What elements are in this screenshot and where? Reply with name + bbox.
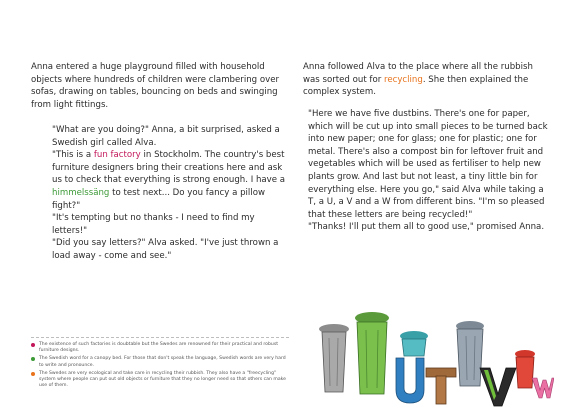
right-intro-text — [303, 61, 549, 99]
recycling-highlight: recycling — [383, 74, 423, 85]
footnote-divider — [31, 337, 289, 338]
right-dialogue — [308, 108, 550, 234]
left-intro-text: Anna entered a huge playground filled with household objects where hundreds of children were clambering over sofas, drawing on tables, bouncing on beds and swinging from light fittings. — [31, 62, 280, 110]
green-bin-icon — [355, 312, 389, 394]
dustbin-explanation: "Here we have five dustbins. There's one for paper, which will be cut up into small pieces to be turned back into new paper; one for glass; one for plastic; one for metal. There's also a compost bin for leftover fruit and vegetables which will be used as fertiliser to help new plants grow. And last but not least, a tiny little bin for everything else. Here you go," said Alva while taking a T, a U, a V and a W from different bins. "I'm so pleased that these letters are being recycled!" — [308, 109, 548, 220]
right-intro-paragraph — [303, 61, 549, 99]
anna-reply: "Thanks! I'll put them all to good use," promised Anna. — [308, 222, 545, 233]
intro-text: . She then explained the complex system. — [303, 74, 529, 98]
fun-factory-highlight: fun factory — [93, 150, 141, 161]
himmelssang-highlight: himmelssäng — [52, 187, 110, 198]
footnote-2 — [31, 356, 289, 368]
bullet-green-icon — [31, 357, 35, 361]
footnote-text: The Swedes are very ecological and take care in recycling their rubbish. They also have a "freecycling" system where people can put out old objects or furniture that they no longer need so that others can make use of them. — [39, 370, 286, 389]
metal-bin-icon — [456, 321, 484, 386]
left-dialogue — [52, 124, 288, 263]
dialogue-line-1: "What are you doing?" Anna, a bit surprised, asked a Swedish girl called Alva. — [52, 125, 280, 148]
dialogue-text: "This is a — [52, 150, 94, 161]
letter-u-icon — [396, 358, 424, 403]
dialogue-text: in Stockholm. The country's best furniture designers bring their creations here and ask us to check that everything is strong enough. I have a — [52, 150, 286, 186]
dialogue-line-3: "It's tempting but no thanks - I need to find my letters!" — [52, 213, 255, 236]
footnote-3 — [31, 371, 289, 390]
footnote-1 — [31, 342, 289, 354]
footnote-text: The existence of such factories is doubtable but the Swedes are renowned for their practical and robust furniture designs. — [39, 342, 279, 354]
dialogue-text: to test next... Do you fancy a pillow fight?" — [52, 187, 265, 211]
grey-bin-icon — [319, 324, 349, 392]
dialogue-line-2 — [52, 149, 288, 212]
teal-bin-icon — [400, 331, 428, 356]
letter-t-icon — [426, 368, 456, 404]
letter-u-label: U — [410, 386, 411, 387]
footnote-text: The Swedish word for a canopy bed. For those that don't speak the language, Swedish words are very hard to write and pronounce. — [39, 356, 286, 368]
intro-text: Anna followed Alva to the place where all the rubbish was sorted out for — [303, 62, 533, 85]
red-bin-icon — [515, 350, 535, 388]
letter-w-icon — [532, 378, 554, 398]
footnotes — [31, 342, 289, 391]
dialogue-line-4: "Did you say letters?" Alva asked. "I've just thrown a load away - come and see." — [52, 238, 279, 261]
letter-v-icon — [480, 368, 516, 406]
bullet-red-icon — [31, 343, 35, 347]
bullet-orange-icon — [31, 372, 35, 376]
dustbins-illustration — [318, 306, 554, 410]
left-intro-paragraph — [31, 61, 289, 111]
